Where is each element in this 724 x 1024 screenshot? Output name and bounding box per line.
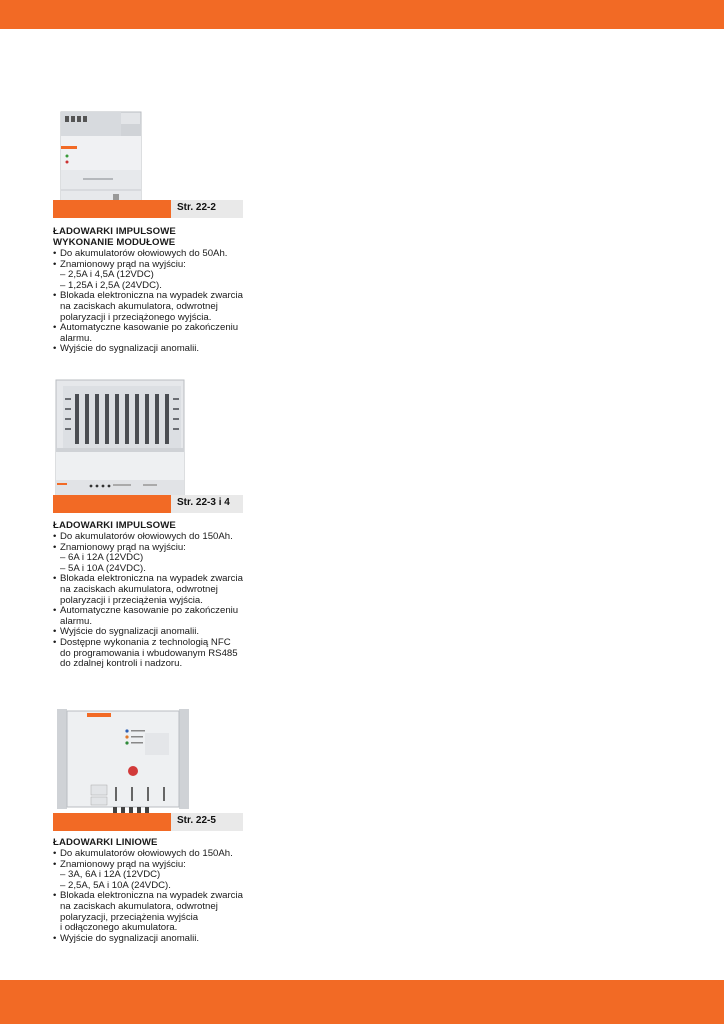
product-title bbox=[53, 837, 158, 848]
product-title bbox=[53, 520, 176, 531]
reference-bar-accent bbox=[53, 200, 171, 218]
bottom-orange-band bbox=[0, 980, 724, 1024]
feature-item: • Blokada elektroniczna na wypadek zwarcia bbox=[53, 290, 243, 302]
page-reference: Str. 22-5 bbox=[177, 815, 216, 826]
feature-item: • Znamionowy prąd na wyjściu: bbox=[53, 258, 186, 270]
product-title-line: ŁADOWARKI LINIOWE bbox=[53, 837, 158, 848]
feature-item: • Do akumulatorów ołowiowych do 150Ah. bbox=[53, 531, 233, 542]
page-reference: Str. 22-3 i 4 bbox=[177, 497, 230, 508]
feature-item: • Dostępne wykonania z technologią NFC bbox=[53, 636, 231, 648]
feature-item: polaryzacji i przeciążonego wyjścia. bbox=[60, 311, 212, 323]
feature-item: – 1,25A i 2,5A (24VDC). bbox=[60, 279, 162, 291]
feature-item: • Znamionowy prąd na wyjściu: bbox=[53, 541, 186, 553]
feature-item: na zaciskach akumulatora, odwrotnej bbox=[60, 583, 218, 595]
product-title-line: WYKONANIE MODUŁOWE bbox=[53, 237, 176, 248]
reference-bar-accent bbox=[53, 813, 171, 831]
feature-list bbox=[53, 249, 243, 355]
feature-item: • Do akumulatorów ołowiowych do 150Ah. bbox=[53, 848, 233, 859]
feature-item: • Blokada elektroniczna na wypadek zwarcia bbox=[53, 890, 243, 902]
product-title bbox=[53, 226, 176, 248]
feature-list bbox=[53, 849, 243, 944]
feature-item: i odłączonego akumulatora. bbox=[60, 922, 178, 934]
linear-charger-image bbox=[53, 705, 193, 815]
feature-item: – 3A, 6A i 12A (12VDC) bbox=[60, 869, 161, 881]
feature-item: • Wyjście do sygnalizacji anomalii. bbox=[53, 626, 200, 638]
feature-item: • Automatyczne kasowanie po zakończeniu bbox=[53, 605, 239, 617]
product-section-modular-charger bbox=[53, 110, 243, 360]
feature-item: polaryzacji i przeciążenia wyjścia. bbox=[60, 594, 203, 606]
page-reference-bar bbox=[53, 495, 243, 513]
feature-item: polaryzacji, przeciążenia wyjścia bbox=[60, 911, 199, 923]
feature-item: • Wyjście do sygnalizacji anomalii. bbox=[53, 343, 200, 355]
feature-item: na zaciskach akumulatora, odwrotnej bbox=[60, 300, 218, 312]
reference-bar-accent bbox=[53, 495, 171, 513]
product-title-line: ŁADOWARKI IMPULSOWE bbox=[53, 226, 176, 237]
switching-charger-image bbox=[53, 378, 188, 497]
page-reference: Str. 22-2 bbox=[177, 202, 216, 213]
feature-item: • Znamionowy prąd na wyjściu: bbox=[53, 858, 186, 870]
feature-item: alarmu. bbox=[60, 615, 92, 627]
feature-item: – 2,5A, 5A i 10A (24VDC). bbox=[60, 879, 171, 891]
product-title-line: ŁADOWARKI IMPULSOWE bbox=[53, 520, 176, 531]
product-photo-switching-charger bbox=[53, 378, 188, 497]
feature-item: – 5A i 10A (24VDC). bbox=[60, 562, 146, 574]
product-photo-linear-charger bbox=[53, 705, 193, 813]
product-section-linear-charger bbox=[53, 705, 243, 955]
feature-item: • Do akumulatorów ołowiowych do 50Ah. bbox=[53, 248, 228, 259]
feature-item: • Blokada elektroniczna na wypadek zwarcia bbox=[53, 573, 243, 585]
feature-item: • Automatyczne kasowanie po zakończeniu bbox=[53, 322, 239, 334]
page-reference-bar bbox=[53, 200, 243, 218]
feature-item: do programowania i wbudowanym RS485 bbox=[60, 647, 238, 659]
feature-item: – 6A i 12A (12VDC) bbox=[60, 552, 144, 564]
feature-item: • Wyjście do sygnalizacji anomalii. bbox=[53, 932, 200, 944]
feature-list bbox=[53, 532, 243, 670]
feature-item: alarmu. bbox=[60, 332, 92, 344]
feature-item: – 2,5A i 4,5A (12VDC) bbox=[60, 269, 154, 281]
modular-charger-image bbox=[53, 110, 153, 202]
product-photo-modular-charger bbox=[53, 110, 153, 200]
page-reference-bar bbox=[53, 813, 243, 831]
feature-item: na zaciskach akumulatora, odwrotnej bbox=[60, 900, 218, 912]
feature-item: do zdalnej kontroli i nadzoru. bbox=[60, 658, 183, 670]
top-orange-band bbox=[0, 0, 724, 29]
product-section-switching-charger bbox=[53, 378, 243, 683]
